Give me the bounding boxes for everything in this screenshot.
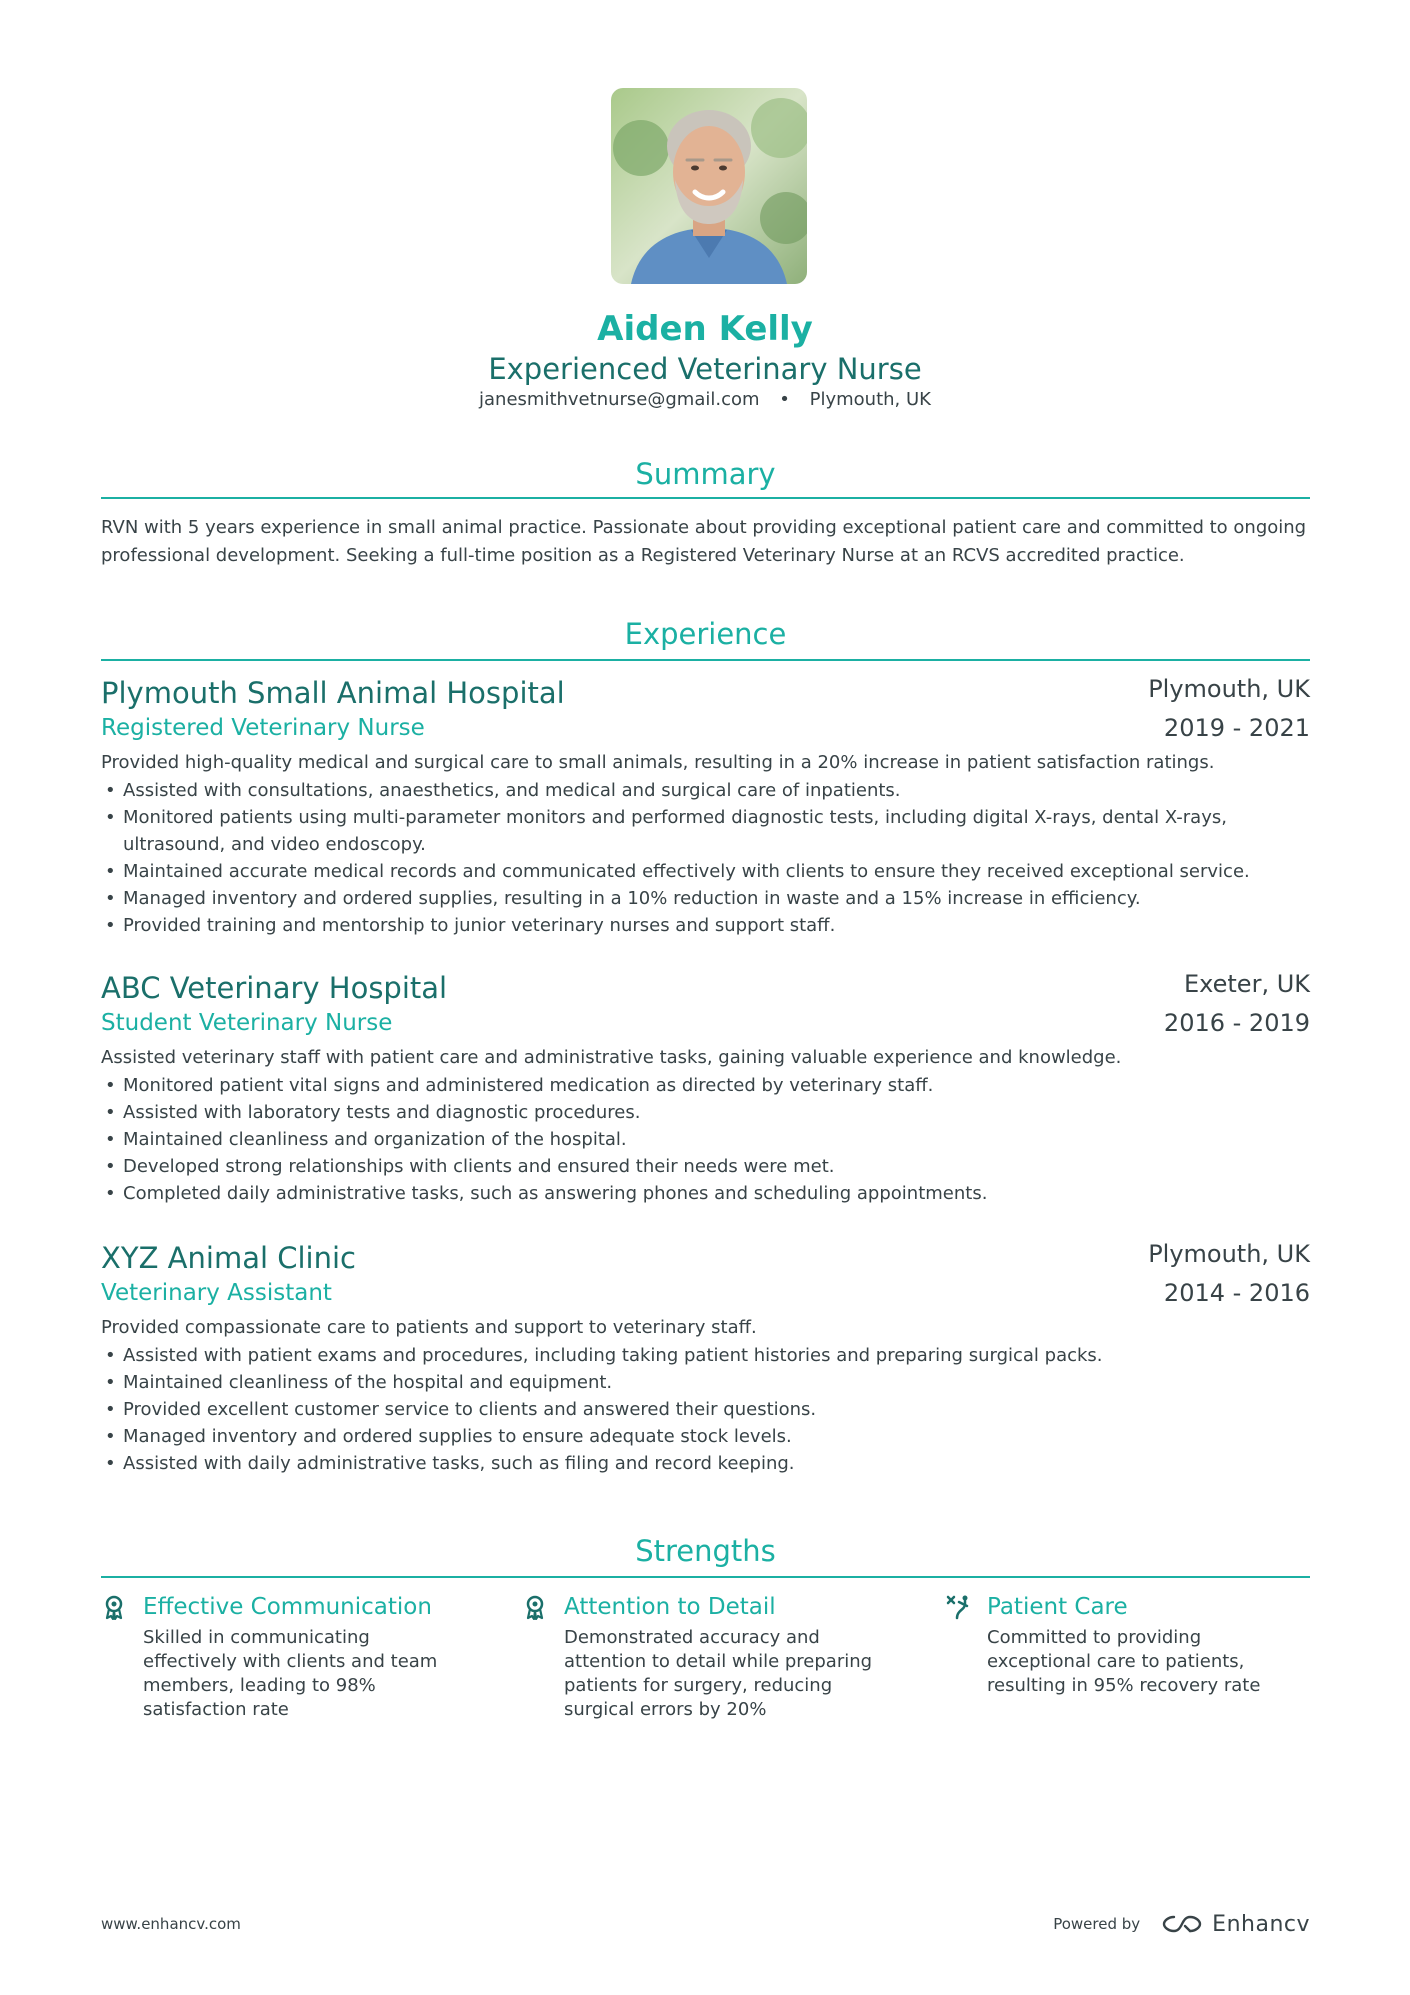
email-link[interactable]: janesmithvetnurse@gmail.com xyxy=(479,389,760,410)
job-description: Provided high-quality medical and surgical care to small animals, resulting in a 20% increase in patient satisfaction ratings. xyxy=(101,752,1215,773)
bullet-icon: • xyxy=(105,1372,116,1393)
bullet-icon: • xyxy=(105,1129,116,1150)
list-item: • Assisted with consultations, anaesthetics, and medical and surgical care of inpatients. xyxy=(101,777,1310,804)
job-company: ABC Veterinary Hospital xyxy=(101,971,448,1005)
summary-title: Summary xyxy=(635,457,776,491)
job-role: Veterinary Assistant xyxy=(101,1280,332,1306)
strength-title: Patient Care xyxy=(987,1594,1128,1620)
bullet-icon: • xyxy=(105,1453,116,1474)
bullet-icon: • xyxy=(105,780,116,801)
job-location: Exeter, UK xyxy=(1184,970,1310,998)
candidate-headline: Experienced Veterinary Nurse xyxy=(488,352,922,386)
job-location: Plymouth, UK xyxy=(1148,675,1310,703)
list-item: • Maintained cleanliness and organization of the hospital. xyxy=(101,1126,1310,1153)
list-item: • Maintained accurate medical records and communicated effectively with clients to ensure they received exceptional service. xyxy=(101,858,1310,885)
powered-by-label: Powered by xyxy=(1053,1915,1141,1933)
list-item: • Developed strong relationships with clients and ensured their needs were met. xyxy=(101,1153,1310,1180)
experience-entry xyxy=(101,675,1310,939)
strength-item xyxy=(101,1590,461,1722)
job-location: Plymouth, UK xyxy=(1148,1240,1310,1268)
stethoscope-icon xyxy=(945,1594,971,1620)
strength-item xyxy=(522,1590,882,1722)
bullet-icon: • xyxy=(105,1399,116,1420)
job-dates: 2016 - 2019 xyxy=(1163,1009,1310,1037)
award-icon xyxy=(522,1594,548,1620)
job-bullets xyxy=(101,1342,1310,1477)
list-item: • Maintained cleanliness of the hospital and equipment. xyxy=(101,1369,1310,1396)
experience-divider xyxy=(101,659,1310,661)
strength-description: Committed to providing exceptional care to patients, resulting in 95% recovery rate xyxy=(987,1627,1261,1696)
list-item: • Provided excellent customer service to clients and answered their questions. xyxy=(101,1396,1310,1423)
strength-title: Attention to Detail xyxy=(564,1594,776,1620)
brand-name: Enhancv xyxy=(1212,1911,1310,1937)
list-item: • Monitored patients using multi-parameter monitors and performed diagnostic tests, including digital X-rays, dental X-rays, ultrasound, and video endoscopy. xyxy=(101,804,1310,858)
summary-text: RVN with 5 years experience in small animal practice. Passionate about providing exceptional patient care and committed to ongoing professional development. Seeking a full-time position as a Registered Veterinary Nurse at an RCVS accredited practice. xyxy=(101,517,1307,566)
strength-item xyxy=(945,1590,1305,1698)
bullet-icon: • xyxy=(105,1183,116,1204)
job-bullets xyxy=(101,1072,1310,1207)
bullet-icon: • xyxy=(105,888,116,909)
list-item: • Completed daily administrative tasks, such as answering phones and scheduling appointments. xyxy=(101,1180,1310,1207)
list-item: • Assisted with laboratory tests and diagnostic procedures. xyxy=(101,1099,1310,1126)
experience-title: Experience xyxy=(624,617,787,651)
bullet-icon: • xyxy=(105,1156,116,1177)
list-item: • Provided training and mentorship to junior veterinary nurses and support staff. xyxy=(101,912,1310,939)
contact-location: Plymouth, UK xyxy=(809,389,931,410)
strengths-divider xyxy=(101,1576,1310,1578)
experience-entry xyxy=(101,1240,1310,1477)
brand-logo[interactable] xyxy=(1160,1912,1310,1937)
bullet-icon: • xyxy=(105,1426,116,1447)
job-description: Provided compassionate care to patients and support to veterinary staff. xyxy=(101,1317,757,1338)
list-item: • Managed inventory and ordered supplies, resulting in a 10% reduction in waste and a 15% increase in efficiency. xyxy=(101,885,1310,912)
enhancv-logo-icon xyxy=(1160,1913,1204,1935)
strengths-title: Strengths xyxy=(635,1534,776,1568)
job-role: Student Veterinary Nurse xyxy=(101,1010,393,1036)
summary-divider xyxy=(101,497,1310,499)
list-item: • Assisted with patient exams and procedures, including taking patient histories and preparing surgical packs. xyxy=(101,1342,1310,1369)
job-role: Registered Veterinary Nurse xyxy=(101,715,425,741)
bullet-icon: • xyxy=(105,1102,116,1123)
job-bullets xyxy=(101,777,1310,939)
bullet-icon: • xyxy=(105,807,116,828)
strength-description: Demonstrated accuracy and attention to detail while preparing patients for surgery, reducing surgical errors by 20% xyxy=(564,1627,873,1720)
footer-website-link[interactable]: www.enhancv.com xyxy=(101,1915,241,1933)
footer-branding xyxy=(1053,1906,1310,1942)
list-item: • Assisted with daily administrative tasks, such as filing and record keeping. xyxy=(101,1450,1310,1477)
bullet-icon: • xyxy=(105,861,116,882)
job-dates: 2019 - 2021 xyxy=(1163,714,1310,742)
bullet-icon: • xyxy=(105,1345,116,1366)
profile-photo xyxy=(611,88,807,284)
award-icon xyxy=(101,1594,127,1620)
candidate-name: Aiden Kelly xyxy=(597,309,813,349)
job-dates: 2014 - 2016 xyxy=(1163,1279,1310,1307)
list-item: • Managed inventory and ordered supplies to ensure adequate stock levels. xyxy=(101,1423,1310,1450)
bullet-icon: • xyxy=(105,1075,116,1096)
contact-separator: • xyxy=(779,389,790,410)
job-company: XYZ Animal Clinic xyxy=(101,1241,356,1275)
list-item: • Monitored patient vital signs and administered medication as directed by veterinary staff. xyxy=(101,1072,1310,1099)
job-description: Assisted veterinary staff with patient care and administrative tasks, gaining valuable experience and knowledge. xyxy=(101,1047,1122,1068)
strength-title: Effective Communication xyxy=(143,1594,432,1620)
contact-line xyxy=(0,388,1410,412)
experience-entry xyxy=(101,970,1310,1207)
job-company: Plymouth Small Animal Hospital xyxy=(101,676,565,710)
bullet-icon: • xyxy=(105,915,116,936)
strength-description: Skilled in communicating effectively with clients and team members, leading to 98% satisfaction rate xyxy=(143,1627,438,1720)
